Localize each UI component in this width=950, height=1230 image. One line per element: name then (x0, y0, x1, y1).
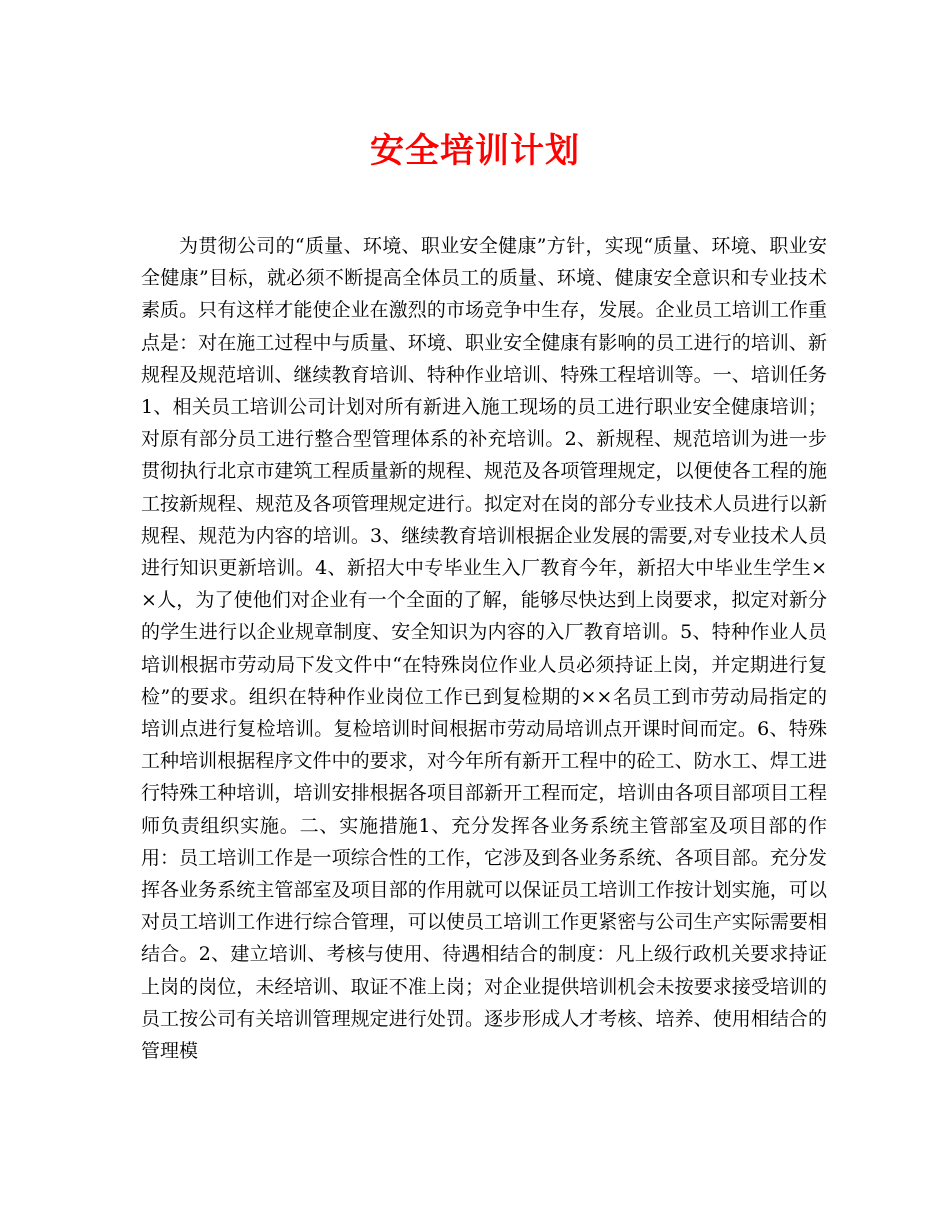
document-title: 安全培训计划 (370, 131, 580, 171)
document-body-paragraph: 为贯彻公司的“质量、环境、职业安全健康”方针，实现“质量、环境、职业安全健康”目标，就必须不断提高全体员工的质量、环境、健康安全意识和专业技术素质。只有这样才能使企业在激烈的市场竞争中生存，发展。企业员工培训工作重点是：对在施工过程中与质量、环境、职业安全健康有影响的员工进行的培训、新规程及规范培训、继续教育培训、特种作业培训、特殊工程培训等。一、培训任务1、相关员工培训公司计划对所有新进入施工现场的员工进行职业安全健康培训；对原有部分员工进行整合型管理体系的补充培训。2、新规程、规范培训为进一步贯彻执行北京市建筑工程质量新的规程、规范及各项管理规定，以便使各工程的施工按新规程、规范及各项管理规定进行。拟定对在岗的部分专业技术人员进行以新规程、规范为内容的培训。3、继续教育培训根据企业发展的需要,对专业技术人员进行知识更新培训。4、新招大中专毕业生入厂教育今年，新招大中毕业生学生××人，为了使他们对企业有一个全面的了解，能够尽快达到上岗要求，拟定对新分的学生进行以企业规章制度、安全知识为内容的入厂教育培训。5、特种作业人员培训根据市劳动局下发文件中“在特殊岗位作业人员必须持证上岗，并定期进行复检”的要求。组织在特种作业岗位工作已到复检期的××名员工到市劳动局指定的培训点进行复检培训。复检培训时间根据市劳动局培训点开课时间而定。6、特殊工种培训根据程序文件中的要求，对今年所有新开工程中的砼工、防水工、焊工进行特殊工种培训，培训安排根据各项目部新开工程而定，培训由各项目部项目工程师负责组织实施。二、实施措施1、充分发挥各业务系统主管部室及项目部的作用：员工培训工作是一项综合性的工作，它涉及到各业务系统、各项目部。充分发挥各业务系统主管部室及项目部的作用就可以保证员工培训工作按计划实施，可以对员工培训工作进行综合管理，可以使员工培训工作更紧密与公司生产实际需要相结合。2、建立培训、考核与使用、待遇相结合的制度：凡上级行政机关要求持证上岗的岗位，未经培训、取证不准上岗；对企业提供培训机会未按要求接受培训的员工按公司有关培训管理规定进行处罚。逐步形成人才考核、培养、使用相结合的管理模 (141, 235, 827, 1063)
